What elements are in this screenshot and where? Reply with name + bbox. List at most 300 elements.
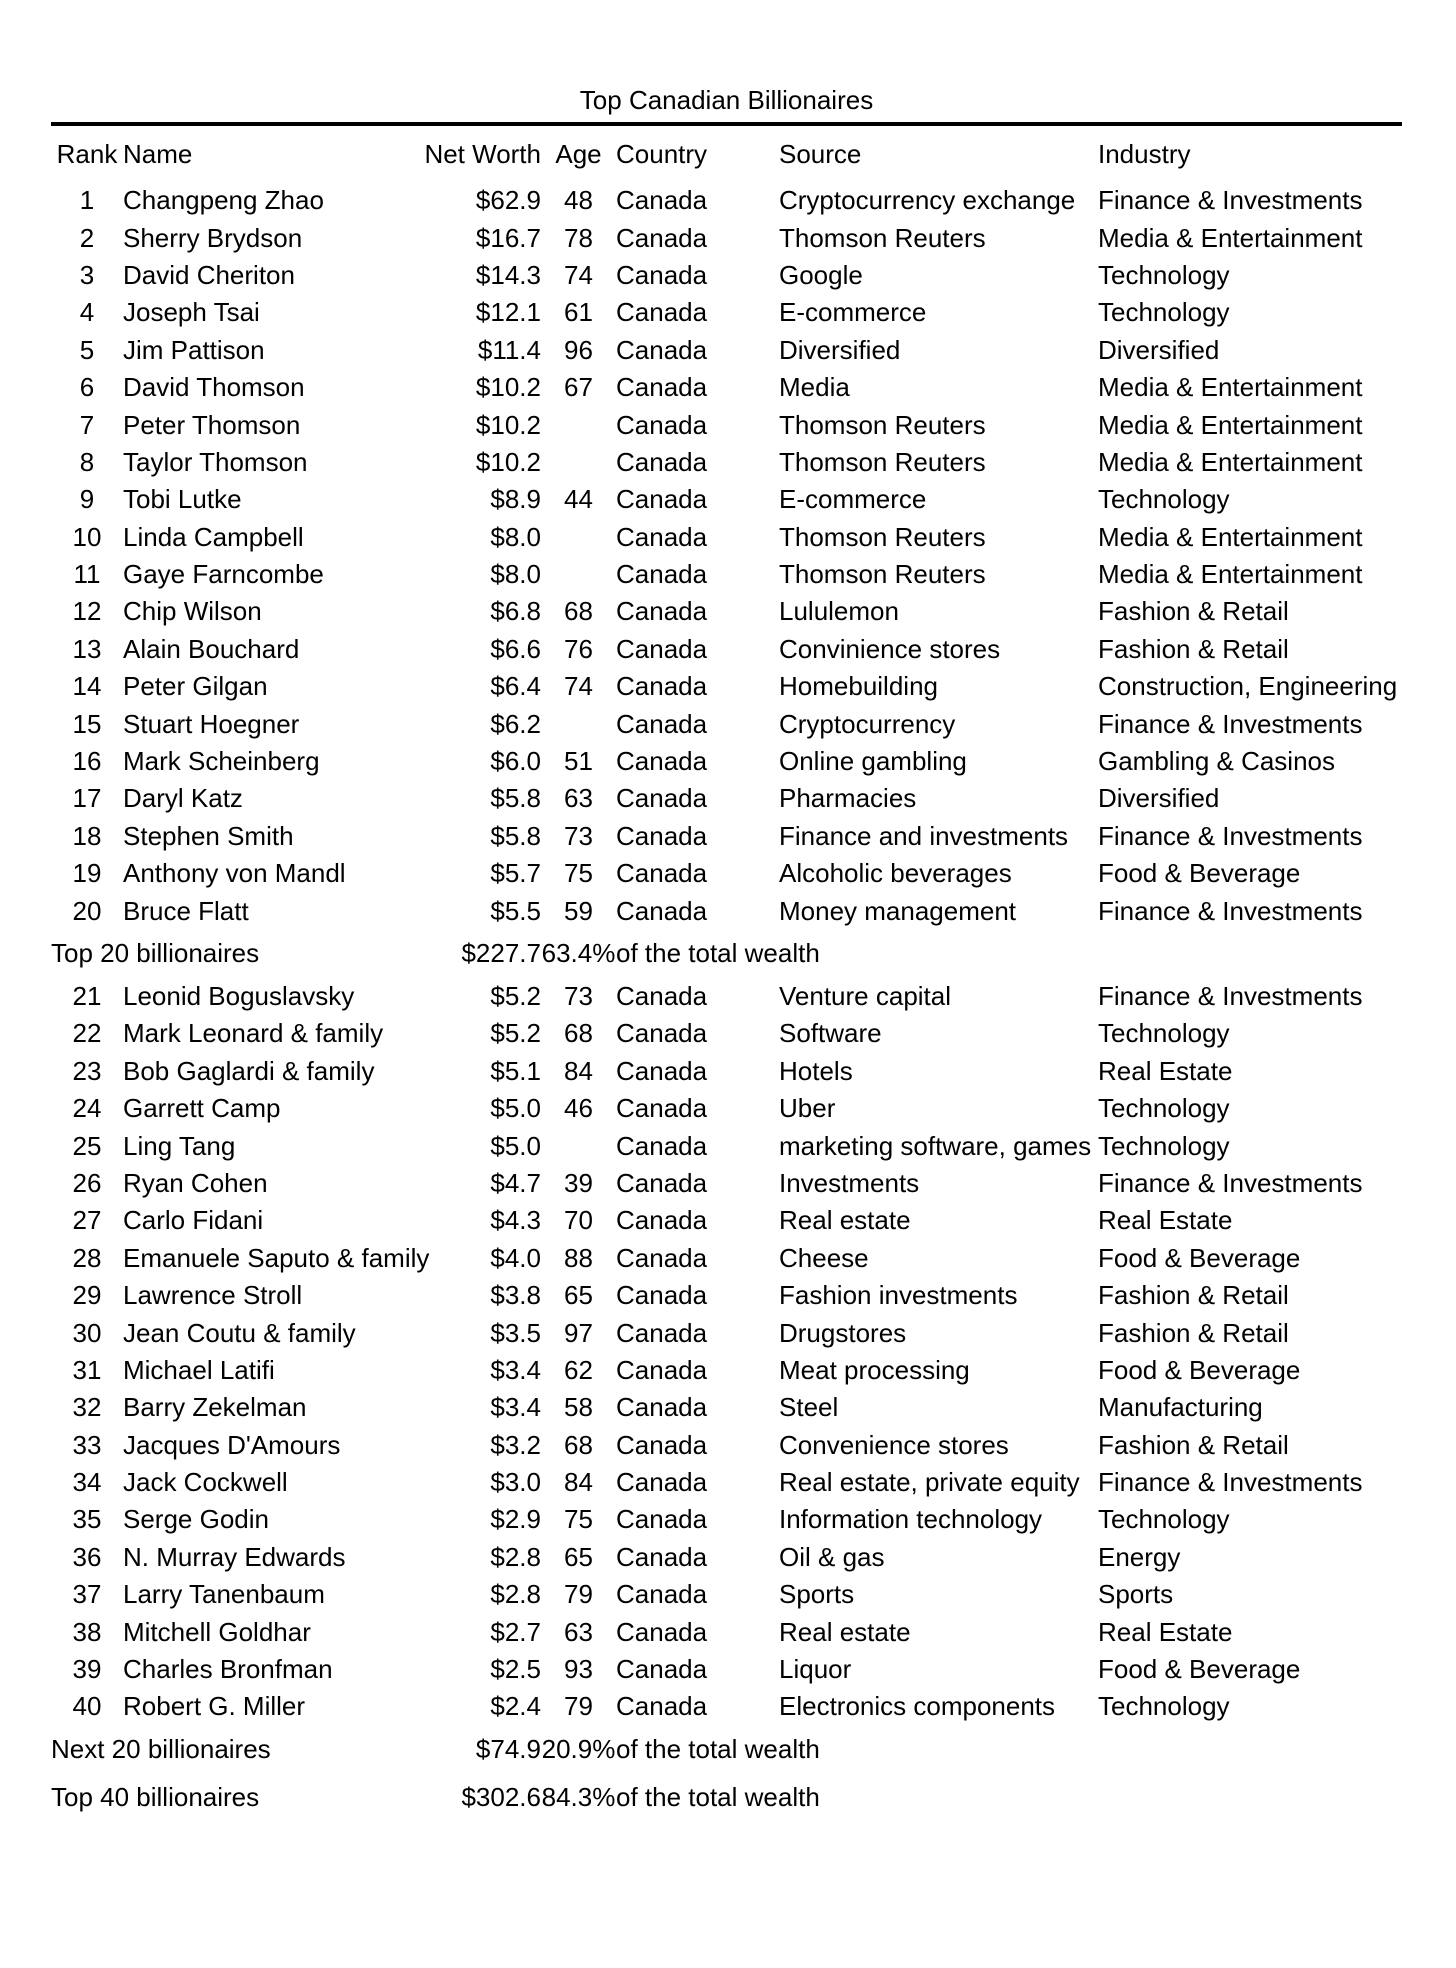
cell-age: [541, 556, 616, 593]
cell-net-worth: $3.5: [490, 1317, 541, 1348]
cell-name: Lawrence Stroll: [123, 1280, 303, 1311]
cell-age: [541, 1127, 616, 1164]
cell-net-worth: $3.8: [490, 1280, 541, 1311]
table-row: [51, 780, 1402, 817]
cell-industry: Fashion & Retail: [1098, 1317, 1289, 1348]
cell-industry: Finance & Investments: [1098, 820, 1363, 851]
cell-country: Canada: [616, 708, 708, 739]
cell-industry: Manufacturing: [1098, 1392, 1263, 1423]
cell-industry: Energy: [1098, 1541, 1181, 1572]
cell-source: Money management: [779, 895, 1017, 926]
cell-industry: Diversified: [1098, 783, 1220, 814]
cell-industry: Technology: [1098, 484, 1230, 515]
cell-source: Cryptocurrency exchange: [779, 185, 1076, 216]
cell-rank: 38: [72, 1616, 102, 1647]
cell-source: Thomson Reuters: [779, 521, 986, 552]
cell-net-worth: $6.0: [490, 746, 541, 777]
summary-percent: 20.9%: [541, 1734, 616, 1765]
cell-country: Canada: [616, 633, 708, 664]
table-row: [51, 406, 1402, 443]
table-row: [51, 668, 1402, 705]
summary-label: Next 20 billionaires: [51, 1734, 271, 1765]
table-row: [51, 182, 1402, 219]
cell-age: 75: [564, 1504, 593, 1535]
cell-industry: Media & Entertainment: [1098, 222, 1363, 253]
cell-source: Meat processing: [779, 1354, 970, 1385]
table-row: [51, 1539, 1402, 1576]
table-row: [51, 1127, 1402, 1164]
cell-rank: 6: [79, 372, 95, 403]
cell-rank: 3: [79, 259, 95, 290]
cell-name: Stephen Smith: [123, 820, 294, 851]
cell-net-worth: $11.4: [477, 334, 541, 365]
cell-industry: Technology: [1098, 1018, 1230, 1049]
cell-country: Canada: [616, 1541, 708, 1572]
cell-country: Canada: [616, 820, 708, 851]
cell-age: 84: [564, 1467, 593, 1498]
cell-country: Canada: [616, 372, 708, 403]
cell-name: Jacques D'Amours: [123, 1429, 341, 1460]
cell-industry: Media & Entertainment: [1098, 372, 1363, 403]
cell-industry: Finance & Investments: [1098, 895, 1363, 926]
cell-name: Serge Godin: [123, 1504, 269, 1535]
cell-name: Ling Tang: [123, 1130, 236, 1161]
cell-country: Canada: [616, 1317, 708, 1348]
cell-age: 44: [564, 484, 593, 515]
summary-net-worth: $302.6: [461, 1782, 541, 1813]
cell-country: Canada: [616, 1018, 708, 1049]
cell-name: Jim Pattison: [123, 334, 265, 365]
cell-country: Canada: [616, 1205, 708, 1236]
cell-source: Finance and investments: [779, 820, 1069, 851]
cell-rank: 24: [72, 1093, 102, 1124]
cell-name: Jean Coutu & family: [123, 1317, 356, 1348]
cell-source: Software: [779, 1018, 882, 1049]
cell-country: Canada: [616, 783, 708, 814]
cell-age: [541, 519, 616, 556]
cell-name: Taylor Thomson: [123, 446, 308, 477]
table-row: [51, 1352, 1402, 1389]
cell-age: 65: [564, 1280, 593, 1311]
cell-net-worth: $3.4: [490, 1354, 541, 1385]
cell-net-worth: $8.9: [490, 484, 541, 515]
cell-country: Canada: [616, 1429, 708, 1460]
cell-age: 93: [564, 1654, 593, 1685]
cell-net-worth: $10.2: [475, 372, 541, 403]
header-row: [51, 126, 1402, 182]
summary-note: of the total wealth: [616, 1734, 820, 1765]
summary-row: [51, 1774, 1402, 1822]
cell-country: Canada: [616, 1242, 708, 1273]
cell-source: Lululemon: [779, 596, 899, 627]
cell-industry: Food & Beverage: [1098, 1654, 1301, 1685]
cell-net-worth: $4.3: [490, 1205, 541, 1236]
cell-name: Ryan Cohen: [123, 1167, 268, 1198]
cell-industry: Technology: [1098, 297, 1230, 328]
cell-net-worth: $10.2: [475, 409, 541, 440]
cell-rank: 1: [79, 185, 95, 216]
cell-name: Mark Scheinberg: [123, 746, 320, 777]
cell-rank: 33: [72, 1429, 102, 1460]
cell-rank: 2: [79, 222, 95, 253]
cell-rank: 34: [72, 1467, 102, 1498]
cell-rank: 12: [72, 596, 102, 627]
cell-name: David Cheriton: [123, 259, 295, 290]
cell-age: 73: [564, 981, 593, 1011]
summary-net-worth: $227.7: [461, 938, 541, 969]
cell-name: Leonid Boguslavsky: [123, 981, 355, 1011]
cell-industry: Food & Beverage: [1098, 858, 1301, 889]
cell-rank: 11: [73, 559, 101, 590]
cell-name: Michael Latifi: [123, 1354, 275, 1385]
column-header-country: Country: [616, 138, 708, 169]
cell-net-worth: $5.1: [490, 1055, 541, 1086]
cell-country: Canada: [616, 185, 708, 216]
cell-name: Changpeng Zhao: [123, 185, 324, 216]
cell-country: Canada: [616, 596, 708, 627]
cell-industry: Media & Entertainment: [1098, 446, 1363, 477]
cell-age: 58: [564, 1392, 593, 1423]
cell-country: Canada: [616, 1579, 708, 1610]
cell-source: Fashion investments: [779, 1280, 1018, 1311]
column-header-source: Source: [779, 138, 862, 169]
cell-rank: 26: [72, 1167, 102, 1198]
cell-industry: Finance & Investments: [1098, 1167, 1363, 1198]
cell-country: Canada: [616, 1392, 708, 1423]
cell-country: Canada: [616, 1093, 708, 1124]
summary-note: of the total wealth: [616, 1782, 820, 1813]
cell-rank: 17: [72, 783, 102, 814]
cell-rank: 25: [72, 1130, 102, 1161]
cell-country: Canada: [616, 1280, 708, 1311]
cell-source: Google: [779, 259, 863, 290]
cell-net-worth: $2.5: [490, 1654, 541, 1685]
cell-rank: 4: [79, 297, 95, 328]
cell-rank: 35: [72, 1504, 102, 1535]
table-row: [51, 332, 1402, 369]
table-row: [51, 593, 1402, 630]
cell-net-worth: $2.4: [490, 1691, 541, 1722]
cell-source: E-commerce: [779, 297, 927, 328]
cell-age: [541, 444, 616, 481]
cell-age: 78: [564, 222, 593, 253]
cell-age: 68: [564, 596, 593, 627]
cell-name: Larry Tanenbaum: [123, 1579, 325, 1610]
cell-age: 88: [564, 1242, 593, 1273]
column-header-rank: Rank: [56, 138, 118, 169]
cell-source: Venture capital: [779, 981, 952, 1011]
cell-rank: 37: [72, 1579, 102, 1610]
cell-net-worth: $2.8: [490, 1579, 541, 1610]
summary-row: [51, 1726, 1402, 1774]
cell-country: Canada: [616, 746, 708, 777]
cell-name: Linda Campbell: [123, 521, 304, 552]
cell-source: Sports: [779, 1579, 855, 1610]
cell-age: 79: [564, 1579, 593, 1610]
table-row: [51, 1240, 1402, 1277]
cell-net-worth: $2.7: [490, 1616, 541, 1647]
cell-industry: Food & Beverage: [1098, 1354, 1301, 1385]
cell-age: 76: [564, 633, 593, 664]
cell-rank: 39: [72, 1654, 102, 1685]
cell-rank: 29: [72, 1280, 102, 1311]
table-row: [51, 1613, 1402, 1650]
cell-net-worth: $2.8: [490, 1541, 541, 1572]
table-row: [51, 1464, 1402, 1501]
cell-source: Real estate: [779, 1616, 911, 1647]
cell-name: Gaye Farncombe: [123, 559, 324, 590]
cell-source: Real estate: [779, 1205, 911, 1236]
cell-industry: Technology: [1098, 259, 1230, 290]
cell-net-worth: $3.2: [490, 1429, 541, 1460]
summary-note: of the total wealth: [616, 938, 820, 969]
cell-country: Canada: [616, 1055, 708, 1086]
cell-source: Uber: [779, 1093, 836, 1124]
cell-net-worth: $6.6: [490, 633, 541, 664]
cell-net-worth: $14.3: [475, 259, 541, 290]
cell-source: Convinience stores: [779, 633, 1001, 664]
cell-name: Peter Gilgan: [123, 671, 268, 702]
cell-age: 65: [564, 1541, 593, 1572]
cell-net-worth: $6.4: [490, 671, 541, 702]
cell-name: Garrett Camp: [123, 1093, 281, 1124]
billionaires-table: [51, 126, 1402, 1822]
cell-source: Thomson Reuters: [779, 559, 986, 590]
cell-age: [541, 705, 616, 742]
table-row: [51, 257, 1402, 294]
cell-name: Sherry Brydson: [123, 222, 303, 253]
cell-rank: 28: [72, 1242, 102, 1273]
cell-industry: Diversified: [1098, 334, 1220, 365]
cell-source: Liquor: [779, 1654, 852, 1685]
column-header-age: Age: [555, 138, 602, 169]
cell-source: Cryptocurrency: [779, 708, 956, 739]
table-row: [51, 1501, 1402, 1538]
table-row: [51, 1090, 1402, 1127]
cell-rank: 30: [72, 1317, 102, 1348]
cell-name: David Thomson: [123, 372, 305, 403]
cell-net-worth: $16.7: [475, 222, 541, 253]
cell-source: Investments: [779, 1167, 920, 1198]
cell-net-worth: $8.0: [490, 521, 541, 552]
cell-net-worth: $10.2: [475, 446, 541, 477]
cell-country: Canada: [616, 895, 708, 926]
cell-industry: Technology: [1098, 1691, 1230, 1722]
cell-net-worth: $3.4: [490, 1392, 541, 1423]
cell-age: 51: [564, 746, 593, 777]
table-row: [51, 294, 1402, 331]
table-row: [51, 978, 1402, 1015]
cell-age: 73: [564, 820, 593, 851]
table-row: [51, 219, 1402, 256]
cell-source: Cheese: [779, 1242, 869, 1273]
cell-country: Canada: [616, 559, 708, 590]
cell-industry: Real Estate: [1098, 1055, 1233, 1086]
cell-rank: 32: [72, 1392, 102, 1423]
cell-industry: Finance & Investments: [1098, 981, 1363, 1011]
cell-rank: 13: [72, 633, 102, 664]
cell-source: Alcoholic beverages: [779, 858, 1012, 889]
summary-label: Top 40 billionaires: [51, 1782, 260, 1813]
cell-source: Oil & gas: [779, 1541, 885, 1572]
cell-age: [541, 406, 616, 443]
cell-name: N. Murray Edwards: [123, 1541, 346, 1572]
table-row: [51, 1015, 1402, 1052]
cell-country: Canada: [616, 981, 708, 1011]
table-row: [51, 1314, 1402, 1351]
cell-country: Canada: [616, 521, 708, 552]
cell-age: 96: [564, 334, 593, 365]
cell-source: Information technology: [779, 1504, 1043, 1535]
cell-age: 63: [564, 1616, 593, 1647]
cell-rank: 18: [72, 820, 102, 851]
cell-industry: Gambling & Casinos: [1098, 746, 1335, 777]
summary-percent: 84.3%: [541, 1782, 616, 1813]
cell-country: Canada: [616, 259, 708, 290]
cell-net-worth: $6.2: [490, 708, 541, 739]
table-body: [51, 182, 1402, 1822]
cell-country: Canada: [616, 446, 708, 477]
cell-age: 68: [564, 1429, 593, 1460]
cell-country: Canada: [616, 1691, 708, 1722]
cell-rank: 5: [79, 334, 95, 365]
cell-industry: Real Estate: [1098, 1205, 1233, 1236]
cell-source: Thomson Reuters: [779, 409, 986, 440]
cell-rank: 16: [72, 746, 102, 777]
cell-name: Alain Bouchard: [123, 633, 300, 664]
cell-source: Steel: [779, 1392, 839, 1423]
cell-source: E-commerce: [779, 484, 927, 515]
cell-country: Canada: [616, 1130, 708, 1161]
table-row: [51, 1427, 1402, 1464]
cell-age: 74: [564, 259, 593, 290]
cell-name: Joseph Tsai: [123, 297, 260, 328]
cell-net-worth: $5.8: [490, 820, 541, 851]
cell-rank: 27: [72, 1205, 102, 1236]
cell-country: Canada: [616, 297, 708, 328]
cell-name: Tobi Lutke: [123, 484, 242, 515]
cell-name: Peter Thomson: [123, 409, 301, 440]
cell-rank: 8: [79, 446, 95, 477]
cell-rank: 7: [79, 409, 95, 440]
cell-net-worth: $8.0: [490, 559, 541, 590]
cell-net-worth: $62.9: [475, 185, 541, 216]
cell-age: 59: [564, 895, 593, 926]
cell-net-worth: $3.0: [490, 1467, 541, 1498]
cell-source: Homebuilding: [779, 671, 938, 702]
cell-country: Canada: [616, 1354, 708, 1385]
table-row: [51, 631, 1402, 668]
cell-source: Thomson Reuters: [779, 222, 986, 253]
table-row: [51, 1389, 1402, 1426]
table-row: [51, 556, 1402, 593]
cell-country: Canada: [616, 1167, 708, 1198]
table-row: [51, 1165, 1402, 1202]
cell-rank: 20: [72, 895, 102, 926]
summary-percent: 63.4%: [541, 938, 616, 969]
table-row: [51, 369, 1402, 406]
cell-country: Canada: [616, 409, 708, 440]
cell-net-worth: $4.0: [490, 1242, 541, 1273]
cell-country: Canada: [616, 1654, 708, 1685]
table-row: [51, 743, 1402, 780]
cell-country: Canada: [616, 1504, 708, 1535]
cell-net-worth: $5.2: [490, 981, 541, 1011]
table-row: [51, 444, 1402, 481]
cell-industry: Fashion & Retail: [1098, 596, 1289, 627]
cell-rank: 10: [72, 521, 102, 552]
cell-country: Canada: [616, 671, 708, 702]
summary-label: Top 20 billionaires: [51, 938, 260, 969]
cell-industry: Fashion & Retail: [1098, 633, 1289, 664]
summary-row: [51, 930, 1402, 978]
cell-rank: 19: [72, 858, 102, 889]
cell-net-worth: $4.7: [490, 1167, 541, 1198]
table-row: [51, 519, 1402, 556]
cell-name: Mark Leonard & family: [123, 1018, 384, 1049]
cell-source: Real estate, private equity: [779, 1467, 1080, 1498]
cell-industry: Media & Entertainment: [1098, 559, 1363, 590]
cell-industry: Food & Beverage: [1098, 1242, 1301, 1273]
cell-name: Robert G. Miller: [123, 1691, 306, 1722]
cell-name: Chip Wilson: [123, 596, 262, 627]
column-header-name: Name: [123, 138, 193, 169]
cell-source: marketing software, games: [779, 1130, 1092, 1161]
cell-country: Canada: [616, 222, 708, 253]
cell-source: Hotels: [779, 1055, 853, 1086]
cell-age: 70: [564, 1205, 593, 1236]
cell-age: 63: [564, 783, 593, 814]
table-row: [51, 481, 1402, 518]
cell-source: Pharmacies: [779, 783, 917, 814]
table-row: [51, 1053, 1402, 1090]
cell-age: 62: [564, 1354, 593, 1385]
table-row: [51, 705, 1402, 742]
cell-rank: 9: [79, 484, 95, 515]
table-row: [51, 1576, 1402, 1613]
cell-age: 61: [564, 297, 593, 328]
table-row: [51, 818, 1402, 855]
cell-industry: Technology: [1098, 1504, 1230, 1535]
cell-name: Stuart Hoegner: [123, 708, 300, 739]
cell-name: Charles Bronfman: [123, 1654, 333, 1685]
table-row: [51, 855, 1402, 892]
cell-net-worth: $5.0: [490, 1130, 541, 1161]
cell-net-worth: $6.8: [490, 596, 541, 627]
cell-name: Barry Zekelman: [123, 1392, 307, 1423]
cell-source: Online gambling: [779, 746, 967, 777]
cell-rank: 15: [72, 708, 102, 739]
table-row: [51, 892, 1402, 929]
cell-net-worth: $5.2: [490, 1018, 541, 1049]
cell-industry: Technology: [1098, 1130, 1230, 1161]
cell-age: 79: [564, 1691, 593, 1722]
cell-rank: 23: [72, 1055, 102, 1086]
cell-net-worth: $12.1: [475, 297, 541, 328]
cell-net-worth: $5.8: [490, 783, 541, 814]
cell-name: Jack Cockwell: [123, 1467, 288, 1498]
cell-industry: Fashion & Retail: [1098, 1429, 1289, 1460]
cell-industry: Fashion & Retail: [1098, 1280, 1289, 1311]
table-row: [51, 1277, 1402, 1314]
cell-source: Convenience stores: [779, 1429, 1009, 1460]
cell-age: 75: [564, 858, 593, 889]
cell-source: Media: [779, 372, 850, 403]
cell-age: 46: [564, 1093, 593, 1124]
cell-age: 84: [564, 1055, 593, 1086]
cell-source: Electronics components: [779, 1691, 1056, 1722]
cell-net-worth: $5.7: [490, 858, 541, 889]
